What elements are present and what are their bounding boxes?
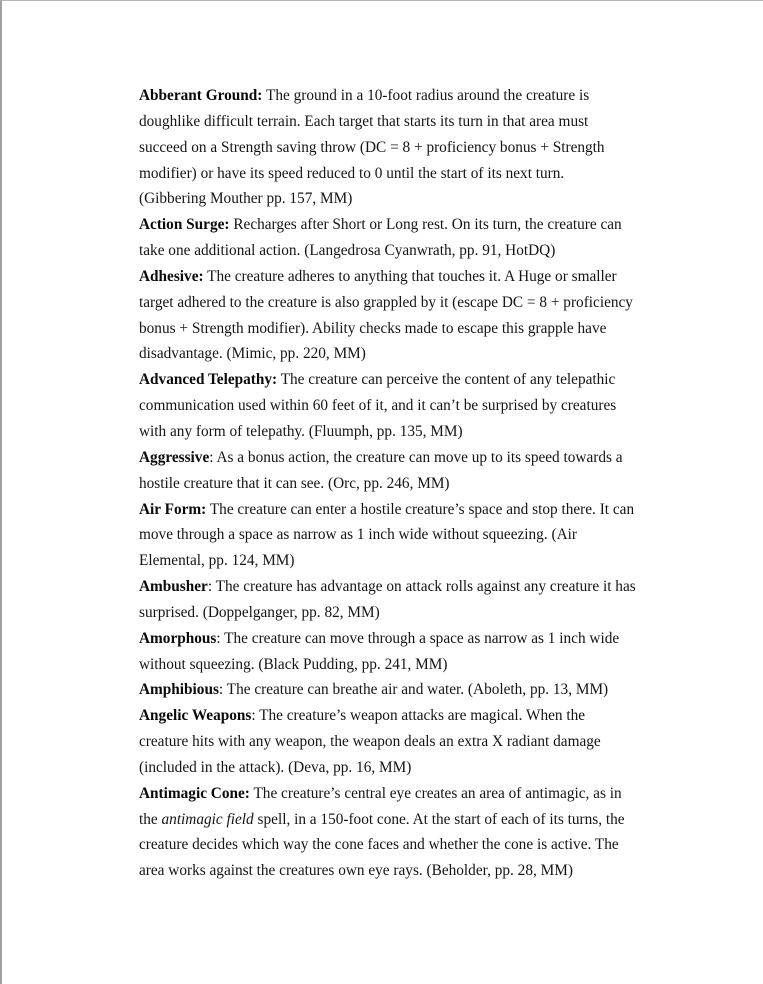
entry-term: Antimagic Cone: <box>139 784 250 802</box>
entry-line <box>139 445 639 471</box>
entry-text: the <box>139 810 162 828</box>
entry-antimagic-cone <box>139 781 639 884</box>
entry-line: communication used within 60 feet of it, and it can’t be surprised by creatures <box>139 397 617 415</box>
entry-line <box>139 677 639 703</box>
entry-line: without squeezing. (Black Pudding, pp. 241, MM) <box>139 655 448 673</box>
entry-term: Amphibious <box>139 681 219 699</box>
entry-line: surprised. (Doppelganger, pp. 82, MM) <box>139 603 380 621</box>
entry-line <box>139 212 639 238</box>
entry-line: Elemental, pp. 124, MM) <box>139 552 295 570</box>
entry-line: take one additional action. (Langedrosa Cyanwrath, pp. 91, HotDQ) <box>139 242 556 260</box>
entry-adhesive <box>139 264 639 367</box>
entry-line: move through a space as narrow as 1 inch wide without squeezing. (Air <box>139 526 577 544</box>
entry-amphibious <box>139 677 639 703</box>
entry-line <box>139 781 639 807</box>
entry-separator: : <box>216 629 221 647</box>
entry-line: target adhered to the creature is also grappled by it (escape DC = 8 + proficiency <box>139 293 633 311</box>
entry-line: bonus + Strength modifier). Ability checks made to escape this grapple have <box>139 319 607 337</box>
entry-term: Adhesive: <box>139 267 204 285</box>
entry-advanced-telepathy <box>139 367 639 445</box>
spell-name: antimagic field <box>161 810 254 828</box>
entry-text: The creature can breathe air and water. (Aboleth, pp. 13, MM) <box>226 681 609 699</box>
entry-line: (included in the attack). (Deva, pp. 16, MM) <box>139 758 412 776</box>
entry-aggressive <box>139 445 639 497</box>
entry-text: spell, in a 150-foot cone. At the start of each of its turns, the <box>257 810 625 828</box>
entry-amorphous <box>139 626 639 678</box>
entry-separator: : <box>218 681 224 699</box>
entry-term: Angelic Weapons <box>139 707 252 725</box>
entry-line: (Gibbering Mouther pp. 157, MM) <box>139 190 353 208</box>
entry-line <box>139 264 639 290</box>
entry-line <box>139 703 639 729</box>
entry-line: succeed on a Strength saving throw (DC = 8 + proficiency bonus + Strength <box>139 138 605 156</box>
entry-text: The ground in a 10-foot radius around the creature is <box>265 87 590 104</box>
entry-line: hostile creature that it can see. (Orc, pp. 246, MM) <box>139 474 450 492</box>
entry-text: The creature has advantage on attack rolls against any creature it has <box>215 578 636 596</box>
entry-term: Air Form: <box>139 500 207 518</box>
entry-text: The creature’s weapon attacks are magical. When the <box>259 707 586 725</box>
entry-line <box>139 367 639 393</box>
entry-abberant-ground <box>139 83 639 212</box>
entry-line <box>139 626 639 652</box>
entry-text: As a bonus action, the creature can move up to its speed towards a <box>216 448 623 466</box>
entry-ambusher <box>139 574 639 626</box>
entry-line: area works against the creatures own eye rays. (Beholder, pp. 28, MM) <box>139 862 573 880</box>
entry-line: disadvantage. (Mimic, pp. 220, MM) <box>139 345 366 363</box>
entry-line: modifier) or have its speed reduced to 0 until the start of its next turn. <box>139 164 565 182</box>
entry-line <box>139 83 639 109</box>
entry-separator: : <box>207 578 213 596</box>
entry-text: The creature can enter a hostile creature’s space and stop there. It can <box>209 500 635 518</box>
document-body <box>139 83 639 884</box>
entry-separator: : <box>251 707 256 725</box>
entry-line: creature hits with any weapon, the weapon deals an extra X radiant damage <box>139 733 601 751</box>
entry-air-form <box>139 497 639 575</box>
entry-line: creature decides which way the cone faces and whether the cone is active. The <box>139 836 619 854</box>
entry-term: Action Surge: <box>139 216 230 234</box>
entry-action-surge <box>139 212 639 264</box>
entry-term: Abberant Ground: <box>139 87 263 104</box>
entry-text: The creature can move through a space as narrow as 1 inch wide <box>224 629 620 647</box>
entry-line: with any form of telepathy. (Fluumph, pp. 135, MM) <box>139 422 463 440</box>
entry-term: Ambusher <box>139 578 208 596</box>
entry-separator: : <box>209 448 214 466</box>
entry-text: The creature can perceive the content of any telepathic <box>280 371 616 389</box>
entry-term: Amorphous <box>139 629 217 647</box>
entry-line <box>139 574 639 600</box>
entry-line <box>139 497 639 523</box>
entry-text: The creature’s central eye creates an area of antimagic, as in <box>253 784 622 802</box>
entry-line: doughlike difficult terrain. Each target that starts its turn in that area must <box>139 112 589 130</box>
entry-line <box>139 807 639 833</box>
entry-angelic-weapons <box>139 703 639 781</box>
entry-term: Aggressive <box>139 448 210 466</box>
entry-term: Advanced Telepathy: <box>139 371 278 389</box>
entry-text: Recharges after Short or Long rest. On its turn, the creature can <box>233 216 622 234</box>
entry-text: The creature adheres to anything that touches it. A Huge or smaller <box>207 267 617 285</box>
